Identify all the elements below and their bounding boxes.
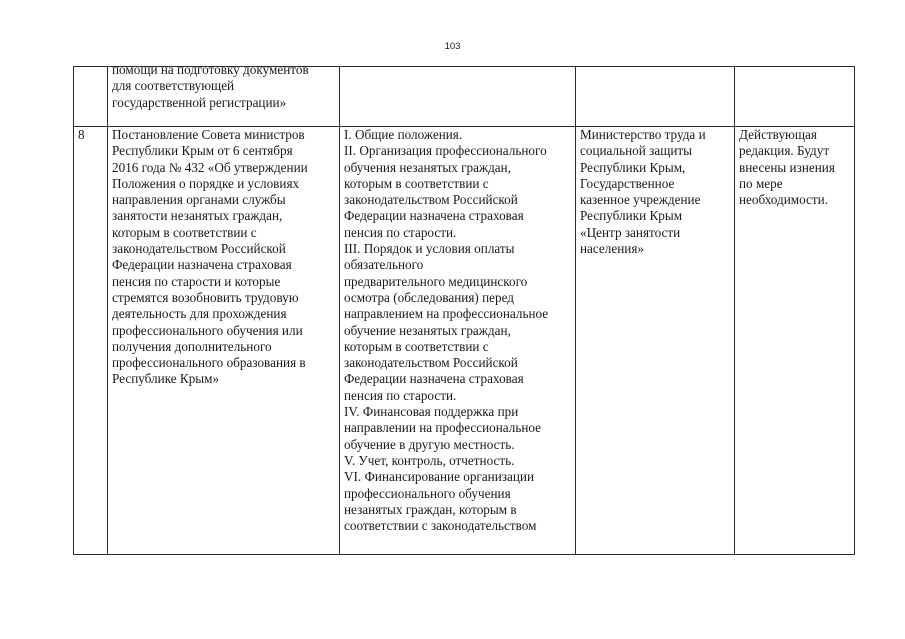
authority-line: казенное учреждение [580,192,701,208]
row-title-cell [108,127,340,555]
title-line: получения дополнительного [112,338,272,354]
authority-line: населения» [580,241,644,257]
authority-line: Государственное [580,175,675,191]
content-line: III. Порядок и условия оплаты [344,241,515,257]
content-line: которым в соответствии с [344,338,489,354]
row-note-cell [735,127,855,555]
title-line: Федерации назначена страховая [112,257,292,273]
note-line: необходимости. [739,192,829,208]
authority-line: Министерство труда и [580,127,706,142]
prev-title-line: для соответствующей [112,78,235,94]
prev-row-authority-cell [576,67,735,127]
content-line: IV. Финансовая поддержка при [344,404,519,420]
table-row-previous [74,67,855,127]
title-line: Постановление Совета министров [112,127,305,142]
page-number: 103 [444,41,461,52]
title-line: Положения о порядке и условиях [112,175,300,191]
row-number-cell: 8 [74,127,108,555]
content-line: направлением на профессиональное [344,306,549,322]
title-line: законодательством Российской [112,241,286,257]
note-line: внесены изнения [739,159,835,175]
content-line: I. Общие положения. [344,127,463,142]
title-line: профессионального образования в [112,355,306,371]
document-table [73,66,855,555]
prev-row-content-cell [340,67,576,127]
note-line: по мере [739,175,783,191]
title-line: Республики Крым от 6 сентября [112,143,293,159]
table-row-8 [74,127,855,555]
content-line: направлении на профессиональное [344,420,542,436]
title-line: деятельность для прохождения [112,306,287,322]
content-line: Федерации назначена страховая [344,208,524,224]
content-line: V. Учет, контроль, отчетность. [344,452,515,468]
content-line: обучение в другую местность. [344,436,515,452]
title-line: занятости незанятых граждан, [112,208,283,224]
authority-line: «Центр занятости [580,224,681,240]
title-line: которым в соответствии с [112,224,257,240]
title-line: Республике Крым» [112,371,220,387]
title-line: пенсия по старости и которые [112,273,281,289]
content-line: Федерации назначена страховая [344,371,524,387]
prev-row-number-cell [74,67,108,127]
note-line: редакция. Будут [739,143,830,159]
note-line: Действующая [739,127,817,142]
prev-row-note-cell [735,67,855,127]
content-line: предварительного медицинского [344,273,528,289]
content-line: обучения незанятых граждан, [344,159,512,175]
row-authority-cell [576,127,735,555]
authority-line: социальной защиты [580,143,693,159]
content-line: осмотра (обследования) перед [344,289,514,305]
content-line: незанятых граждан, которым в [344,501,517,517]
prev-row-title-cell [108,67,340,127]
content-line: II. Организация профессионального [344,143,547,159]
content-line: законодательством Российской [344,192,518,208]
title-line: 2016 года № 432 «Об утверждении [112,159,308,175]
content-line: которым в соответствии с [344,175,489,191]
content-line: обучение незанятых граждан, [344,322,511,338]
title-line: профессионального обучения или [112,322,303,338]
prev-title-line: помощи на подготовку документов [112,66,309,77]
content-line: законодательством Российской [344,355,518,371]
authority-line: Республики Крым [580,208,683,224]
content-line: профессионального обучения [344,485,511,501]
content-line: соответствии с законодательством [344,518,537,534]
title-line: направления органами службы [112,192,286,208]
content-line: обязательного [344,257,424,273]
content-line: VI. Финансирование организации [344,469,535,485]
title-line: стремятся возобновить трудовую [112,289,299,305]
row-content-cell [340,127,576,555]
content-line: пенсия по старости. [344,387,457,403]
authority-line: Республики Крым, [580,159,686,175]
content-line: пенсия по старости. [344,224,457,240]
prev-title-line: государственной регистрации» [112,94,287,110]
